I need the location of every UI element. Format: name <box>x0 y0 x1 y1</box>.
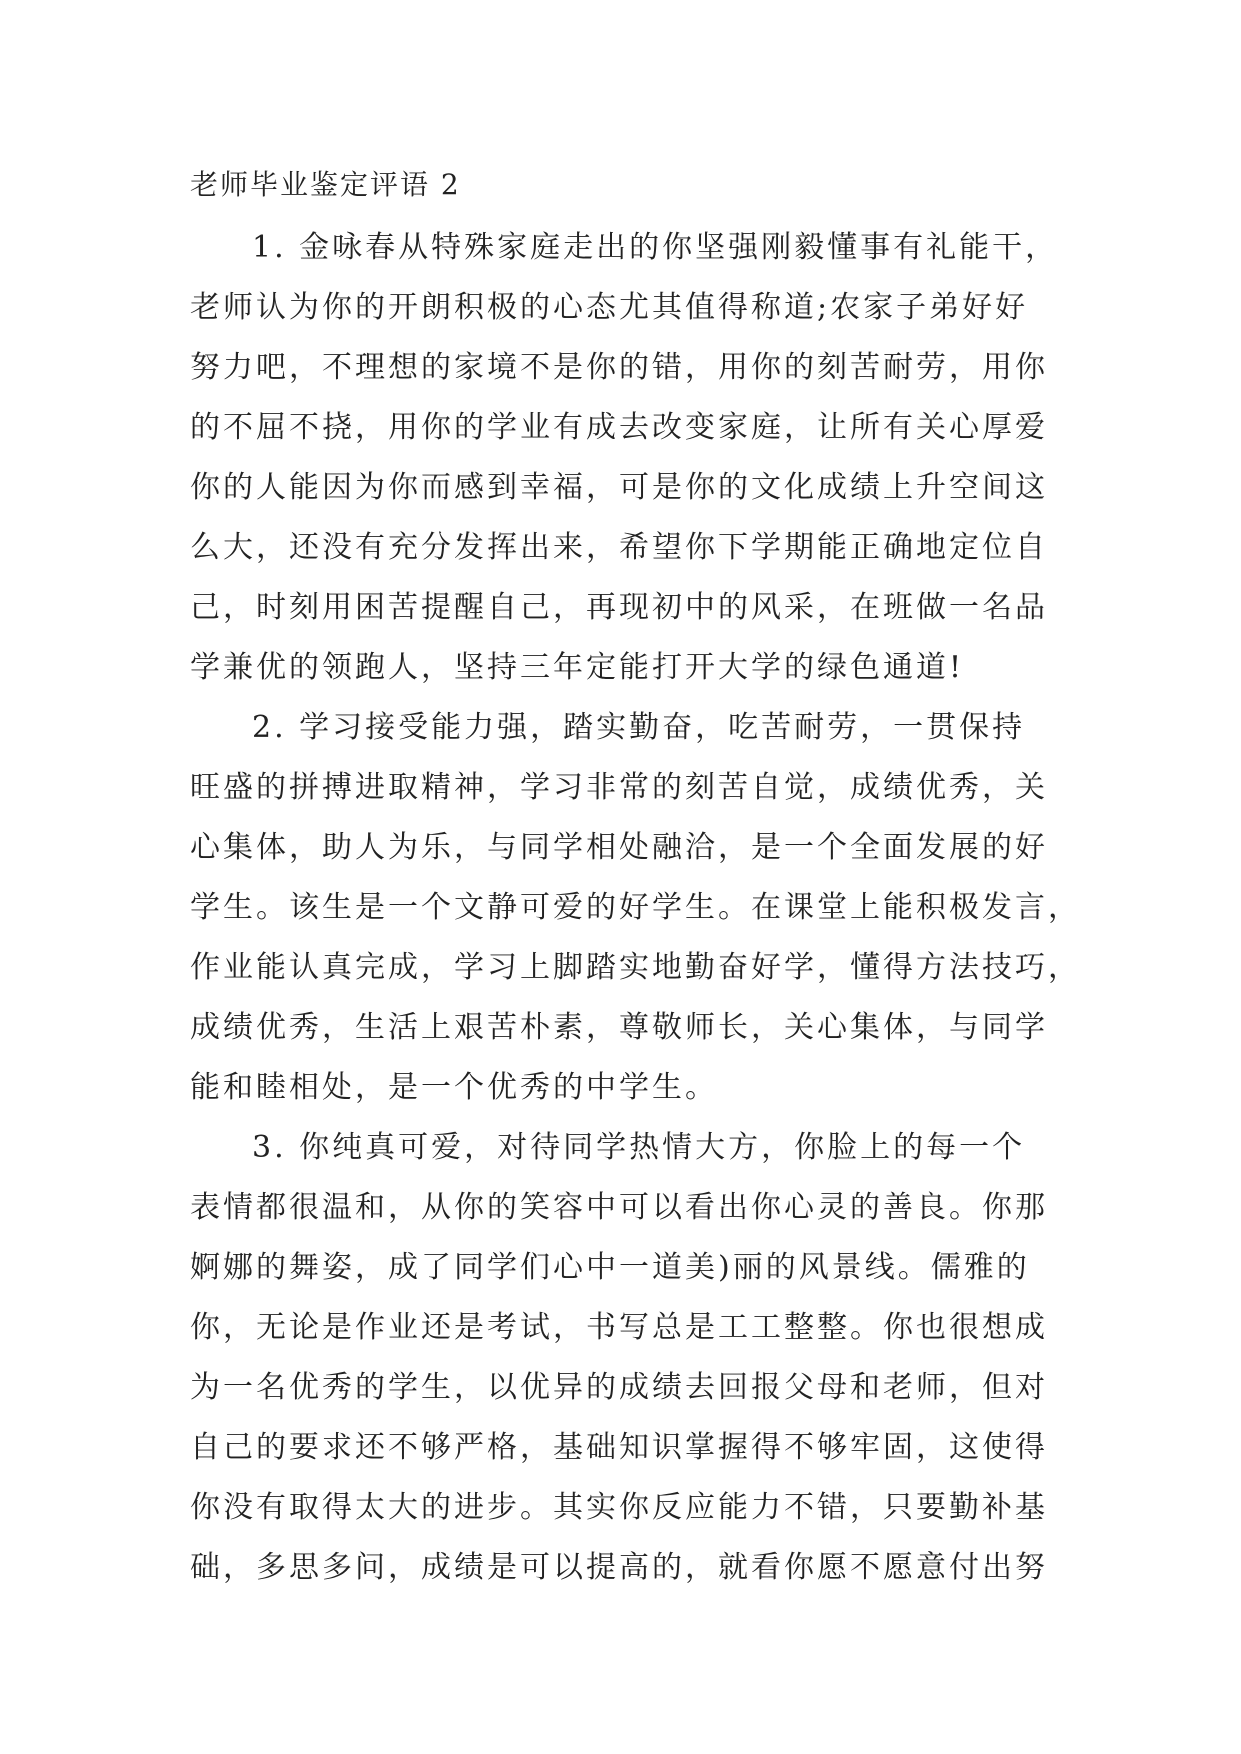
text-line: 表情都很温和，从你的笑容中可以看出你心灵的善良。你那 <box>190 1190 1048 1225</box>
paragraph-2 <box>190 698 1081 1118</box>
text-line: 成绩优秀，生活上艰苦朴素，尊敬师长，关心集体，与同学 <box>190 1010 1048 1045</box>
text-line: 2. 学习接受能力强，踏实勤奋，吃苦耐劳，一贯保持 <box>252 710 1026 745</box>
document-title: 老师毕业鉴定评语 2 <box>190 168 461 201</box>
text-line: 婀娜的舞姿，成了同学们心中一道美)丽的风景线。儒雅的 <box>190 1250 1030 1285</box>
text-line: 旺盛的拼搏进取精神，学习非常的刻苦自觉，成绩优秀，关 <box>190 770 1048 805</box>
text-line: 学兼优的领跑人，坚持三年定能打开大学的绿色通道! <box>190 650 965 685</box>
text-line: 你的人能因为你而感到幸福，可是你的文化成绩上升空间这 <box>190 470 1048 505</box>
text-line: 为一名优秀的学生，以优异的成绩去回报父母和老师，但对 <box>190 1370 1048 1405</box>
text-line: 己，时刻用困苦提醒自己，再现初中的风采，在班做一名品 <box>190 590 1048 625</box>
text-line: 么大，还没有充分发挥出来，希望你下学期能正确地定位自 <box>190 530 1048 565</box>
text-line: 作业能认真完成，学习上脚踏实地勤奋好学，懂得方法技巧， <box>190 950 1081 985</box>
paragraph-1 <box>190 218 1059 698</box>
text-line: 努力吧，不理想的家境不是你的错，用你的刻苦耐劳，用你 <box>190 350 1048 385</box>
document-body <box>190 160 1081 1598</box>
text-line: 学生。该生是一个文静可爱的好学生。在课堂上能积极发言， <box>190 890 1081 925</box>
text-line: 1. 金咏春从特殊家庭走出的你坚强刚毅懂事有礼能干， <box>252 230 1059 265</box>
text-line: 你没有取得太大的进步。其实你反应能力不错，只要勤补基 <box>190 1490 1048 1525</box>
text-line: 能和睦相处，是一个优秀的中学生。 <box>190 1070 718 1105</box>
text-line: 础，多思多问，成绩是可以提高的，就看你愿不愿意付出努 <box>190 1550 1048 1585</box>
text-line: 自己的要求还不够严格，基础知识掌握得不够牢固，这使得 <box>190 1430 1048 1465</box>
text-line: 你，无论是作业还是考试，书写总是工工整整。你也很想成 <box>190 1310 1048 1345</box>
paragraph-3 <box>190 1118 1050 1598</box>
text-line: 心集体，助人为乐，与同学相处融洽，是一个全面发展的好 <box>190 830 1048 865</box>
text-line: 的不屈不挠，用你的学业有成去改变家庭，让所有关心厚爱 <box>190 410 1048 445</box>
text-line: 3. 你纯真可爱，对待同学热情大方，你脸上的每一个 <box>252 1130 1026 1165</box>
text-line: 老师认为你的开朗积极的心态尤其值得称道;农家子弟好好 <box>190 290 1029 325</box>
